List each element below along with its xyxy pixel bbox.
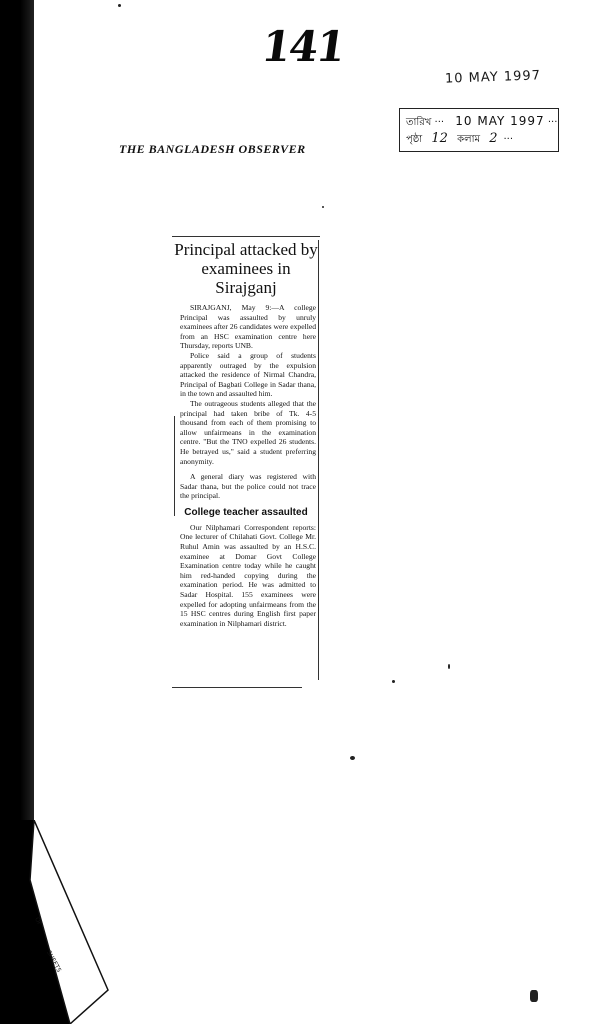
dust-speck [118, 4, 121, 7]
article-body [180, 303, 316, 501]
article-subheadline: College teacher assaulted [184, 506, 308, 518]
stamp-date-value: 10 MAY 1997 [455, 114, 545, 128]
stamp-date-label: তারিখ [406, 117, 432, 128]
fold-label-sheets: SHEETS [45, 949, 63, 974]
article-paragraph: A general diary was registered with Sadar thana, but the police could not trace the principal. [180, 472, 316, 501]
stamp-page-row: পৃষ্ঠা 12 কলাম 2 ··· [406, 131, 514, 146]
fold-label-of: OF [33, 916, 44, 927]
clipping-bottom-edge [172, 687, 302, 688]
article-paragraph: Police said a group of students apparently outraged by the expulsion attacked the residence of Nirmal Chandra, Principal of Bagbati College in Sadar thana, in the town and assaulted him. [180, 350, 316, 399]
stamp-date-row: তারিখ ··· 10 MAY 1997 ··· [406, 114, 558, 128]
dust-speck [530, 990, 538, 1002]
article-paragraph: The outrageous students alleged that the principal had taken bribe of Tk. 4-5 thousand from each of them promising to allow unfairmeans in the examination centre. "But the TNO expelled 26 students. He betrayed us," said a student preferring anonymity. [180, 398, 316, 466]
newspaper-name: THE BANGLADESH OBSERVER [119, 142, 306, 156]
folded-corner [0, 820, 110, 1024]
stamp-column-label: কলাম [457, 134, 481, 145]
sub-article-body [180, 523, 316, 629]
handwritten-page-number: 141 [258, 22, 348, 71]
handwritten-date: 10 MAY 1997 [444, 68, 542, 87]
sub-article-paragraph: Our Nilphamari Correspondent reports: One lecturer of Chilahati Govt. College Mr. Ruhul Amin was assaulted by an H.S.C. examinee at Domar Govt College Examination centre today while he caught him red-handed copying during the examination period. He was admitted to Sadar Hospital. 155 examinees were expelled for adopting unfairmeans from the 15 HSC centres during English first paper examination in Nilphamari district. [180, 522, 316, 628]
clipping-left-edge [174, 416, 175, 516]
archive-stamp [399, 108, 559, 152]
article-headline: Principal attacked by examinees in Sirajganj [174, 240, 318, 297]
stamp-column-value: 2 [489, 131, 498, 146]
stamp-page-value: 12 [431, 131, 448, 146]
dust-speck [448, 664, 450, 669]
article-paragraph: SIRAJGANJ, May 9:—A college Principal was assaulted by unruly examinees after 26 candidates were expelled from an HSC examination centre here Thursday, reports UNB. [180, 303, 316, 351]
dust-speck [392, 680, 395, 683]
news-clipping [172, 236, 320, 688]
dust-speck [322, 206, 324, 208]
stamp-page-label: পৃষ্ঠা [406, 134, 423, 145]
dust-speck [350, 756, 355, 760]
clipping-right-edge [318, 240, 319, 680]
clipping-top-edge [172, 236, 320, 237]
